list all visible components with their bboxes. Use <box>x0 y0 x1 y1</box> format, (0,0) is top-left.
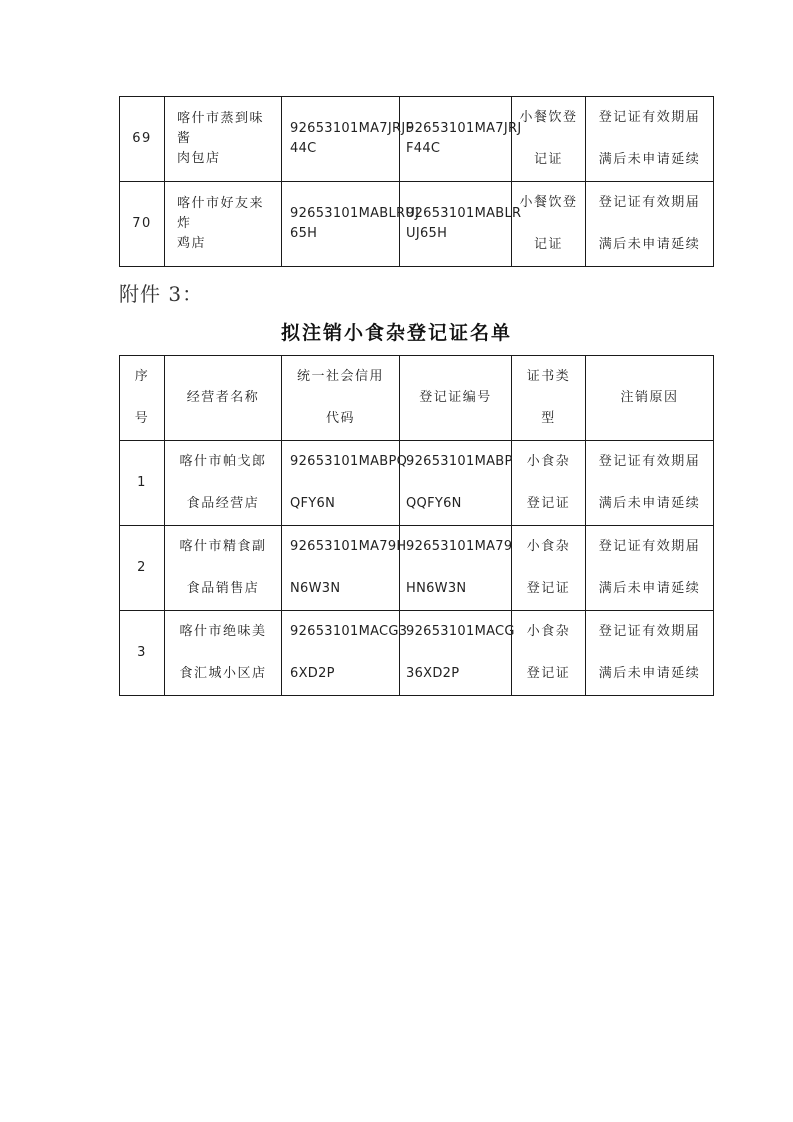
row-number-cell: 2 <box>120 526 165 611</box>
reason-line: 登记证有效期届 <box>598 624 701 639</box>
previous-list-table <box>119 96 714 267</box>
header-line: 型 <box>541 411 556 426</box>
operator-name-cell <box>165 611 282 696</box>
operator-name-line: 喀什市绝味美 <box>179 624 267 639</box>
header-reason: 注销原因 <box>586 356 714 441</box>
row-number-cell: 70 <box>120 182 165 267</box>
certificate-number-line: 92653101MA79 <box>406 539 513 554</box>
reason-line: 满后未申请延续 <box>598 666 701 681</box>
section-title: 拟注销小食杂登记证名单 <box>280 322 512 344</box>
operator-name-cell <box>165 182 282 267</box>
certificate-number-line: 92653101MA7JRJ <box>406 121 522 136</box>
credit-code-cell <box>282 526 407 611</box>
reason-cell <box>586 441 714 526</box>
table-row <box>120 441 714 526</box>
certificate-number-line: 92653101MABP <box>406 454 513 469</box>
header-line: 号 <box>134 411 150 426</box>
certificate-type-line: 小食杂 <box>526 539 571 554</box>
operator-name-cell <box>165 97 282 182</box>
credit-code-line: 92653101MABLRUJ <box>290 206 420 221</box>
credit-code-line: N6W3N <box>290 581 341 596</box>
reason-cell <box>586 611 714 696</box>
operator-name-cell <box>165 441 282 526</box>
row-number-cell: 3 <box>120 611 165 696</box>
certificate-number-cell <box>400 611 515 696</box>
row-number-cell: 1 <box>120 441 165 526</box>
operator-name-line: 食汇城小区店 <box>179 666 267 681</box>
operator-name-line: 喀什市精食副 <box>179 539 267 554</box>
operator-name-line: 肉包店 <box>177 151 221 166</box>
table-row <box>120 611 714 696</box>
credit-code-line: QFY6N <box>290 496 336 511</box>
reason-line: 满后未申请延续 <box>598 237 701 252</box>
credit-code-line: 6XD2P <box>290 666 335 681</box>
credit-code-cell <box>282 611 408 696</box>
header-line: 证书类 <box>526 369 571 384</box>
reason-cell <box>586 97 714 182</box>
header-line: 序 <box>134 369 150 384</box>
certificate-type-line: 登记证 <box>526 666 571 681</box>
reason-line: 满后未申请延续 <box>598 581 701 596</box>
table-row <box>120 526 714 611</box>
operator-name-line: 喀什市帕戈郎 <box>179 454 267 469</box>
certificate-number-line: 36XD2P <box>406 666 460 681</box>
certificate-number-cell <box>400 182 522 267</box>
credit-code-line: 92653101MA79H <box>290 539 407 554</box>
operator-name-line: 食品销售店 <box>186 581 260 596</box>
credit-code-line: 92653101MACG3 <box>290 624 408 639</box>
operator-name-line: 喀什市蒸到味酱 <box>177 111 265 146</box>
operator-name-line: 鸡店 <box>177 236 207 251</box>
cancellation-list-table <box>119 355 714 696</box>
reason-line: 登记证有效期届 <box>598 454 701 469</box>
certificate-type-line: 记证 <box>533 152 563 167</box>
credit-code-cell <box>282 441 408 526</box>
row-number-cell: 69 <box>120 97 165 182</box>
certificate-type-line: 小餐饮登 <box>519 195 578 210</box>
credit-code-line: 44C <box>290 141 317 156</box>
certificate-type-cell <box>512 526 586 611</box>
reason-line: 登记证有效期届 <box>598 539 701 554</box>
header-number <box>120 356 165 441</box>
credit-code-line: 92653101MABPQ <box>290 454 408 469</box>
certificate-type-line: 小餐饮登 <box>519 110 578 125</box>
table-row <box>120 97 714 182</box>
certificate-number-line: 92653101MACG <box>406 624 515 639</box>
certificate-type-cell <box>512 182 586 267</box>
certificate-number-line: QQFY6N <box>406 496 462 511</box>
annex-label: 附件 3： <box>119 282 204 306</box>
certificate-number-line: 92653101MABLR <box>406 206 522 221</box>
operator-name-cell <box>165 526 282 611</box>
header-certificate-number: 登记证编号 <box>400 356 512 441</box>
header-operator-name: 经营者名称 <box>165 356 282 441</box>
credit-code-cell <box>282 182 420 267</box>
certificate-number-line: UJ65H <box>406 226 448 241</box>
header-line: 代码 <box>325 411 355 426</box>
credit-code-line: 65H <box>290 226 318 241</box>
certificate-number-cell <box>400 441 512 526</box>
certificate-type-line: 记证 <box>533 237 563 252</box>
reason-line: 满后未申请延续 <box>598 496 701 511</box>
reason-line: 登记证有效期届 <box>598 195 701 210</box>
certificate-number-cell <box>400 97 522 182</box>
certificate-type-cell <box>512 97 586 182</box>
certificate-number-line: HN6W3N <box>406 581 467 596</box>
credit-code-cell <box>282 97 414 182</box>
reason-cell <box>586 182 714 267</box>
table-row <box>120 182 714 267</box>
reason-line: 满后未申请延续 <box>598 152 701 167</box>
certificate-type-line: 登记证 <box>526 496 571 511</box>
certificate-type-cell <box>512 611 586 696</box>
certificate-number-line: F44C <box>406 141 441 156</box>
reason-cell <box>586 526 714 611</box>
header-credit-code <box>282 356 400 441</box>
certificate-type-line: 小食杂 <box>526 624 571 639</box>
reason-line: 登记证有效期届 <box>598 110 701 125</box>
table-header-row <box>120 356 714 441</box>
operator-name-line: 喀什市好友来炸 <box>177 196 265 231</box>
certificate-type-line: 登记证 <box>526 581 571 596</box>
credit-code-line: 92653101MA7JRJF <box>290 121 414 136</box>
header-line: 统一社会信用 <box>296 369 384 384</box>
header-certificate-type <box>512 356 586 441</box>
certificate-type-cell <box>512 441 586 526</box>
certificate-number-cell <box>400 526 512 611</box>
operator-name-line: 食品经营店 <box>186 496 260 511</box>
certificate-type-line: 小食杂 <box>526 454 571 469</box>
